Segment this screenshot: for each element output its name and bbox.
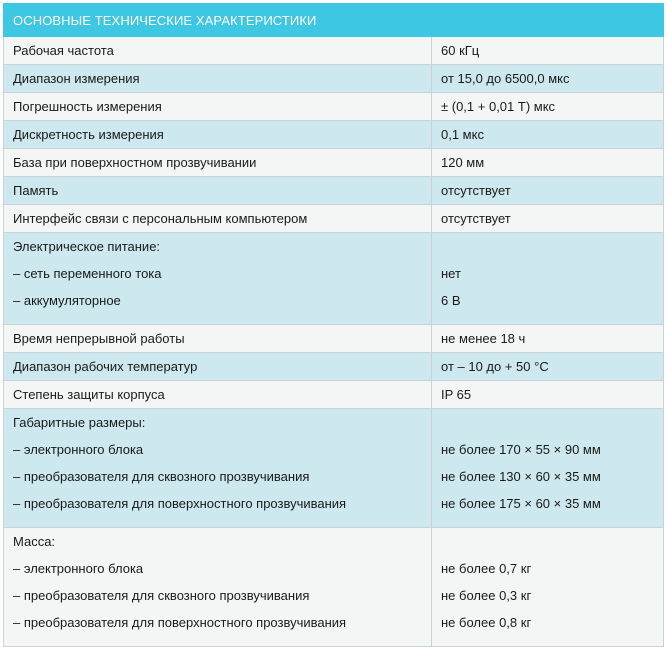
parameter-text: Степень защиты корпуса [13, 387, 165, 402]
parameter-text: Габаритные размеры: [13, 415, 146, 430]
parameter-text: Диапазон рабочих температур [13, 359, 198, 374]
value-cell [432, 65, 664, 93]
parameter-cell [4, 381, 432, 409]
parameter-text: – электронного блока [13, 561, 144, 576]
parameter-text: Диапазон измерения [13, 71, 140, 86]
value-cell [432, 93, 664, 121]
parameter-cell [4, 528, 432, 647]
value-text: 60 кГц [441, 43, 480, 58]
value-text: не более 0,3 кг [441, 588, 532, 603]
table-row [4, 325, 664, 353]
parameter-cell [4, 353, 432, 381]
value-text: отсутствует [441, 211, 511, 226]
parameter-text: База при поверхностном прозвучивании [13, 155, 257, 170]
parameter-text: – сеть переменного тока [13, 266, 162, 281]
value-cell [432, 37, 664, 65]
parameter-text: Время непрерывной работы [13, 331, 185, 346]
parameter-cell [4, 177, 432, 205]
value-cell [432, 205, 664, 233]
table-row [4, 93, 664, 121]
value-text: не более 170 × 55 × 90 мм [441, 442, 601, 457]
parameter-text: – преобразователя для сквозного прозвучивания [13, 469, 310, 484]
value-cell [432, 177, 664, 205]
table-row [4, 233, 664, 325]
parameter-text: – преобразователя для поверхностного прозвучивания [13, 496, 347, 511]
value-text: от 15,0 до 6500,0 мкс [441, 71, 570, 86]
value-cell [432, 121, 664, 149]
parameter-text: Память [13, 183, 59, 198]
table-row [4, 177, 664, 205]
table-header-row [4, 4, 664, 37]
table-row [4, 381, 664, 409]
parameter-text: – электронного блока [13, 442, 144, 457]
value-text: нет [441, 266, 461, 281]
value-text: 0,1 мкс [441, 127, 484, 142]
parameter-text: Интерфейс связи с персональным компьютером [13, 211, 308, 226]
parameter-cell [4, 409, 432, 528]
table-row [4, 205, 664, 233]
value-text: IP 65 [441, 387, 472, 402]
parameter-cell [4, 149, 432, 177]
value-text: не более 0,8 кг [441, 615, 532, 630]
value-cell [432, 233, 664, 325]
parameter-text: Масса: [13, 534, 56, 549]
parameter-text: Рабочая частота [13, 43, 114, 58]
value-cell [432, 381, 664, 409]
value-cell [432, 325, 664, 353]
table-row [4, 37, 664, 65]
parameter-cell [4, 325, 432, 353]
parameter-text: Электрическое питание: [13, 239, 161, 254]
parameter-cell [4, 37, 432, 65]
parameter-cell [4, 65, 432, 93]
table-row [4, 409, 664, 528]
value-text: 120 мм [441, 155, 485, 170]
parameter-cell [4, 205, 432, 233]
parameter-text: – аккумуляторное [13, 293, 121, 308]
value-text [441, 409, 663, 436]
parameter-cell [4, 121, 432, 149]
parameter-text: Дискретность измерения [13, 127, 164, 142]
value-text: не более 0,7 кг [441, 561, 532, 576]
value-text: не более 175 × 60 × 35 мм [441, 496, 601, 511]
value-text: не менее 18 ч [441, 331, 526, 346]
value-text: 6 В [441, 293, 461, 308]
specifications-table [3, 3, 664, 647]
value-text: от – 10 до + 50 °С [441, 359, 549, 374]
value-text: не более 130 × 60 × 35 мм [441, 469, 601, 484]
table-row [4, 121, 664, 149]
parameter-cell [4, 93, 432, 121]
value-text: ± (0,1 + 0,01 Т) мкс [441, 99, 556, 114]
value-text [441, 528, 663, 555]
value-cell [432, 528, 664, 647]
value-cell [432, 149, 664, 177]
table-row [4, 528, 664, 647]
value-cell [432, 353, 664, 381]
table-title: ОСНОВНЫЕ ТЕХНИЧЕСКИЕ ХАРАКТЕРИСТИКИ [4, 4, 664, 37]
table-row [4, 65, 664, 93]
parameter-text: Погрешность измерения [13, 99, 162, 114]
parameter-text: – преобразователя для сквозного прозвучивания [13, 588, 310, 603]
value-cell [432, 409, 664, 528]
table-row [4, 149, 664, 177]
table-row [4, 353, 664, 381]
parameter-text: – преобразователя для поверхностного прозвучивания [13, 615, 347, 630]
parameter-cell [4, 233, 432, 325]
value-text [441, 233, 663, 260]
value-text: отсутствует [441, 183, 511, 198]
